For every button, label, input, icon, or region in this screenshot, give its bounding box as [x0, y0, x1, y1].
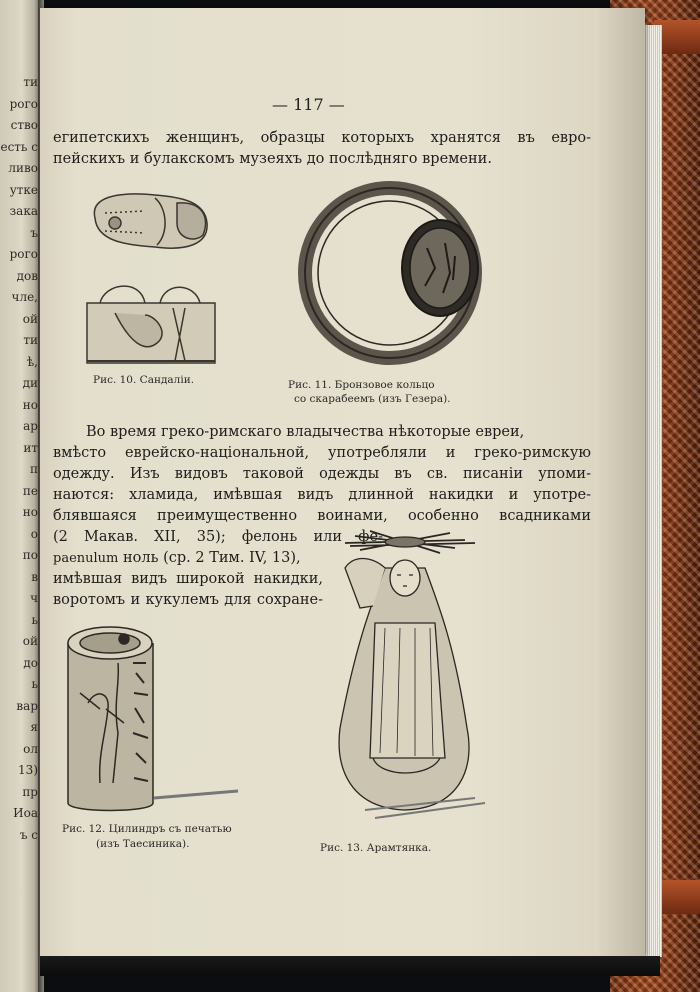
sandals-illustration — [85, 183, 225, 378]
caption-fig11-line2: со скарабеемъ (изъ Гезера). — [294, 393, 451, 405]
left-page-fragment: ди — [22, 376, 38, 390]
left-page-fragment: ой — [22, 634, 38, 648]
paragraph-line-4: наются: хламида, имѣвшая видъ длинной накидки и употре- — [53, 487, 591, 503]
left-page-fragment: о — [30, 526, 38, 541]
left-page-fragment: ой — [22, 311, 38, 326]
paragraph-line-2: вмѣсто еврейско-національной, употребляли и греко-римскую — [53, 445, 591, 461]
left-page-edge — [0, 0, 40, 992]
left-page-fragment: чле, — [11, 290, 38, 304]
left-page-fragment: ъ — [30, 225, 38, 240]
left-page-fragment: до — [23, 655, 38, 670]
left-page-fragment: пе — [22, 483, 38, 498]
left-page-fragment: ти — [23, 75, 38, 89]
bronze-ring-illustration — [295, 178, 500, 378]
paragraph-line-8: имѣвшая видъ широкой накидки, — [53, 571, 323, 587]
left-page-fragment: ѣ, — [26, 354, 38, 369]
left-page-fragment: ь — [31, 612, 38, 627]
left-page-fragment: пр — [22, 784, 38, 799]
left-page-fragment: п — [30, 462, 38, 476]
intro-line-1: египетскихъ женщинъ, образцы которыхъ хранятся въ евро- — [53, 130, 591, 146]
left-page-fragment: Иоа — [13, 806, 38, 820]
paragraph-line-7: paenulum ноль (ср. 2 Тим. IV, 13), — [53, 550, 301, 566]
left-page-fragment: ти — [23, 333, 38, 347]
caption-fig10: Рис. 10. Сандаліи. — [93, 374, 195, 386]
left-page-fragment: ъ с — [19, 827, 38, 842]
left-page-fragment: но — [22, 505, 38, 519]
left-page-fragment: ол — [23, 741, 38, 756]
left-page-fragment: зака — [9, 204, 38, 218]
left-page-fragment: ит — [23, 440, 38, 455]
intro-line-2: пейскихъ и булакскомъ музеяхъ до послѣдняго времени. — [53, 151, 492, 167]
left-page-fragment: ар — [23, 419, 38, 433]
left-page-fragment: ливо — [8, 161, 38, 175]
paragraph-line-9: воротомъ и кукулемъ для сохране- — [53, 592, 323, 608]
aramean-woman-illustration — [315, 528, 490, 823]
left-page-fragment: в — [31, 569, 38, 584]
left-page-fragment: рого — [9, 96, 38, 111]
left-page-fragment: ь — [31, 677, 38, 691]
left-page-fragment: но — [22, 397, 38, 412]
left-page-fragment: утке — [9, 182, 38, 197]
left-page-fragment: ч — [30, 591, 38, 605]
left-page-fragment: по — [22, 548, 38, 562]
caption-fig11-line1: Рис. 11. Бронзовое кольцо — [288, 379, 435, 391]
cylinder-seal-illustration — [58, 613, 243, 818]
left-page-fragment: я — [30, 720, 38, 734]
caption-fig12-line1: Рис. 12. Цилиндръ съ печатью — [62, 823, 232, 835]
paragraph-line-6: (2 Макав. XII, 35); фелонь или фе- — [53, 529, 383, 545]
caption-fig12-line2: (изъ Таесиника). — [96, 838, 190, 850]
paragraph-line-1: Во время греко-римскаго владычества нѣкоторые евреи, — [86, 424, 525, 440]
caption-fig13: Рис. 13. Арамтянка. — [320, 842, 432, 854]
paragraph-line-3: одежду. Изъ видовъ таковой одежды въ св. писаніи упоми- — [53, 466, 591, 482]
left-page-fragment: рого — [9, 247, 38, 261]
left-page-fragment: ство — [10, 118, 38, 132]
book-page — [40, 8, 645, 956]
left-page-fragment: 13) — [18, 763, 38, 777]
paenulum-term: paenulum — [53, 551, 119, 566]
left-page-fragment: есть с — [0, 139, 38, 154]
paragraph-line-5: блявшаяся преимущественно воинами, особенно всадниками — [53, 508, 591, 524]
page-bottom-shadow — [40, 956, 660, 976]
left-page-fragment: вар — [16, 698, 38, 713]
page-number: — 117 — — [272, 95, 345, 114]
left-page-fragment: дов — [16, 268, 38, 283]
